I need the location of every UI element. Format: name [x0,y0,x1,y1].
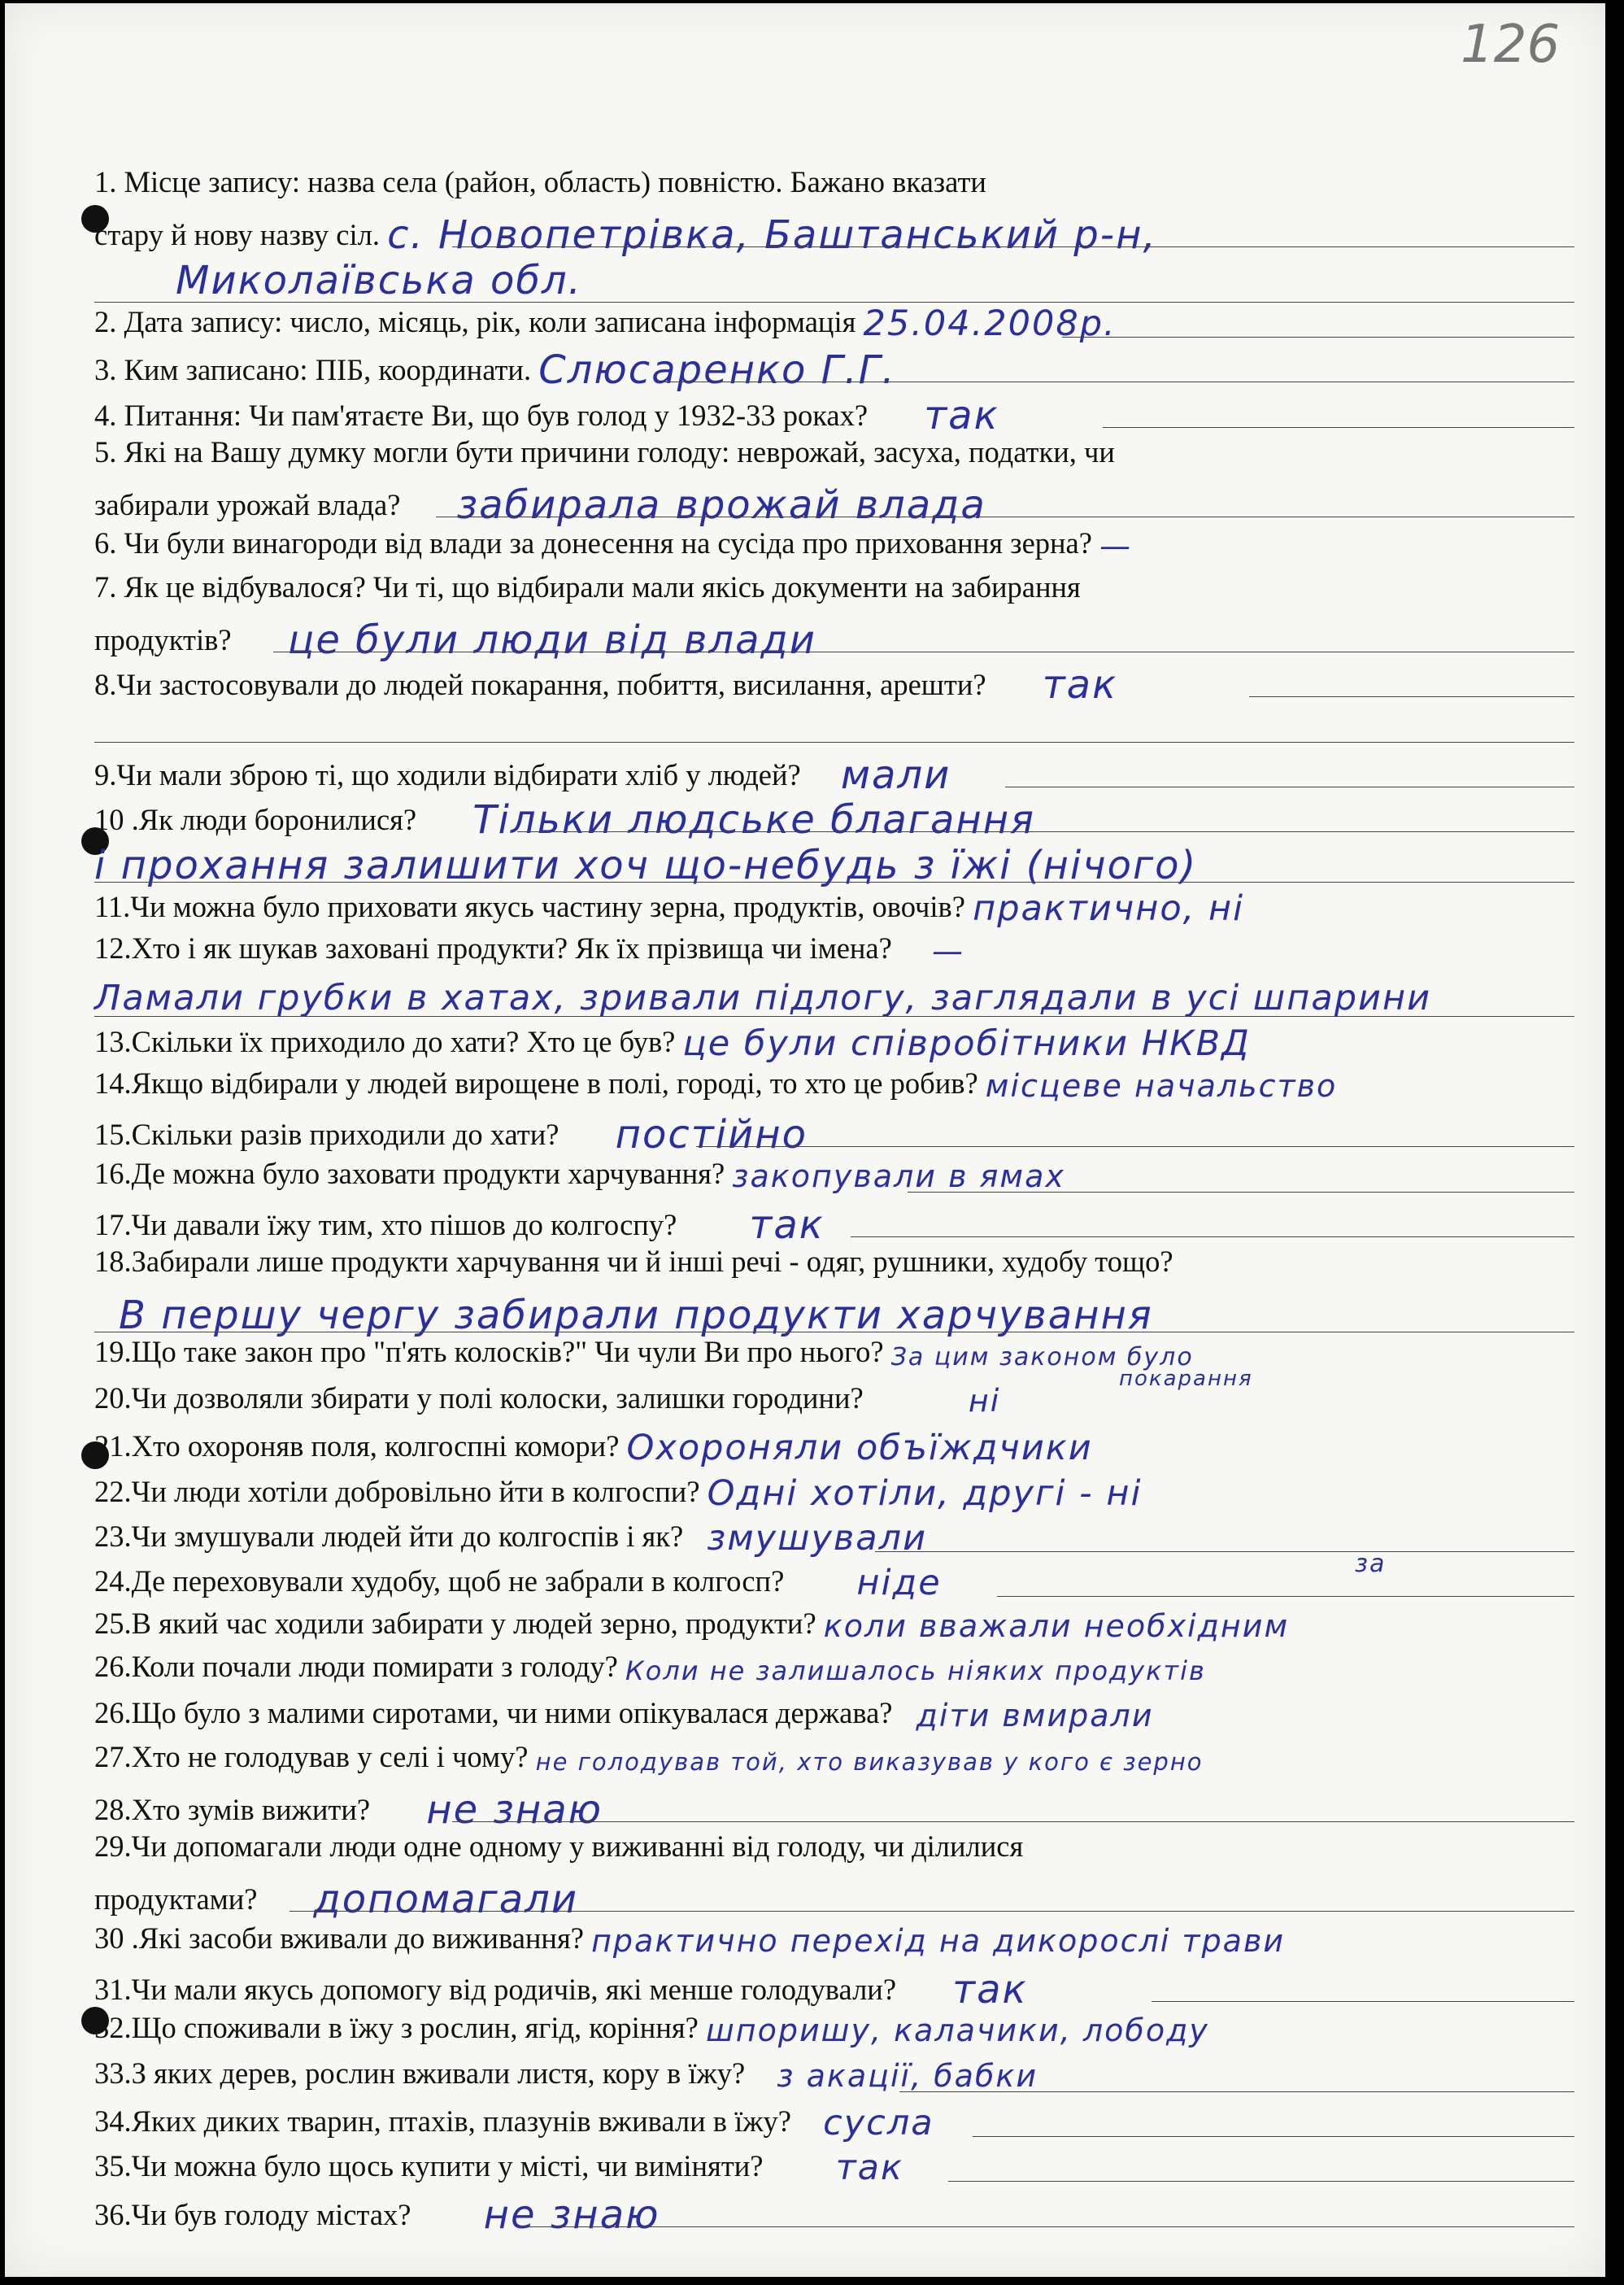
answer: допомагали [313,1877,579,1923]
question-text: 5. Які на Вашу думку могли бути причини голоду: неврожай, засуха, податки, чи [94,434,1115,469]
answer: Одні хотіли, другі - ні [707,1472,1143,1514]
question-9 [94,751,951,798]
question-text: 33.З яких дерев, рослин вживали листя, кору в їжу? [94,2056,746,2090]
question-text: 30 .Які засоби вживали до виживання? [94,1921,584,1955]
question-19 [94,1336,1194,1369]
answer: так [1042,662,1118,709]
answer: с. Новопетрівка, Баштанський р-н, [387,212,1157,259]
answer: не голодував той, хто виказував у кого є зерно [535,1747,1204,1776]
answer-continued: В першу чергу забирали продукти харчування [119,1292,1153,1338]
question-6 [94,525,1133,565]
question-28 [94,1786,603,1833]
answer-line [1062,337,1574,338]
answer: коли вважали необхідним [823,1607,1290,1644]
answer: не знаю [483,2191,660,2238]
question-text: 10 .Як люди боронилися? [94,803,417,837]
answer: Охороняли объїждчики [626,1428,1093,1469]
question-12-line2 [94,975,1431,1021]
question-text: 32.Що споживали в їжу з рослин, ягід, коріння? [94,2011,699,2045]
question-text: продуктів? [94,623,232,656]
question-24 [94,1550,1387,1604]
question-text: 28.Хто зумів вижити? [94,1792,371,1826]
answer-line [851,1236,1574,1237]
question-27 [94,1741,1204,1774]
answer: це були люди від влади [287,617,816,663]
question-29 [94,1830,1509,1864]
question-text: 14.Якщо відбирали у людей вирощене в полі, городі, то хто це робив? [94,1066,978,1100]
question-text: 25.В який час ходили забирати у людей зерно, продукти? [94,1606,816,1640]
answer-line [899,2091,1574,2092]
question-text: 11.Чи можна було приховати якусь частину зерна, продуктів, овочів? [94,889,965,923]
answer-continued: Миколаївська обл. [176,257,582,303]
question-text: 19.Що таке закон про "п'ять колосків?" Чи чули Ви про нього? [94,1334,884,1368]
answer: так [952,1967,1028,2012]
question-text: 31.Чи мали якусь допомогу від родичів, які менше голодували? [94,1973,897,2006]
question-text: 36.Чи був голоду містах? [94,2197,411,2231]
question-text: 9.Чи мали зброю ті, що ходили відбирати хліб у людей? [94,757,801,791]
question-text: 3. Ким записано: ПІБ, координати. [94,353,532,387]
answer-line [973,2136,1574,2137]
answer: шпоришу, калачики, лободу [706,2012,1209,2049]
question-13 [94,1021,1251,1064]
question-29-line2 [94,1875,579,1923]
answer: з акації, бабки [777,2057,1038,2094]
question-text: 18.Забирали лише продукти харчування чи й інші речі - одяг, рушники, худобу тощо? [94,1245,1173,1279]
answer-line [94,742,1574,743]
question-22 [94,1471,1143,1514]
answer: — [931,933,964,970]
answer: постійно [615,1112,808,1158]
answer-line [696,1146,1574,1147]
answer: Слюсаренко Г.Г. [538,347,896,394]
answer-line [517,831,1574,832]
question-text: 16.Де можна було заховати продукти харчування? [94,1156,725,1190]
question-21 [94,1425,1093,1469]
question-10 [94,796,1036,844]
question-7-line2 [94,616,816,663]
question-17 [94,1201,825,1248]
question-text: 26.Що було з малими сиротами, чи ними опікувалася держава? [94,1696,893,1730]
question-text: 22.Чи люди хотіли добровільно йти в колгоспи? [94,1474,700,1508]
answer-continued: покарання [1119,1367,1253,1392]
question-34 [94,2100,934,2143]
answer-continued: за [1355,1550,1387,1579]
question-text: 1. Місце запису: назва села (район, область) повністю. Бажано вказати [94,165,986,198]
answer-continued: Ламали грубки в хатах, зривали підлогу, заглядали в усі шпарини [94,978,1432,1019]
answer: це були співробітники НКВД [682,1023,1251,1064]
question-8 [94,661,1118,709]
question-3 [94,346,896,394]
question-text: продуктами? [94,1882,258,1917]
question-16 [94,1156,1065,1194]
question-text: 13.Скільки їх приходило до хати? Хто це був? [94,1024,676,1058]
question-text: 24.Де переховували худобу, щоб не забрали в колгосп? [94,1564,785,1598]
answer-continued: і прохання залишити хоч що-небудь з їжі (нічого) [94,842,1198,888]
question-15 [94,1110,808,1158]
question-33 [94,2056,1038,2094]
answer-line [517,2226,1574,2227]
question-32 [94,2010,1209,2049]
answer-line [452,1821,1574,1822]
answer-line [997,1596,1574,1597]
answer-line [1249,696,1574,697]
question-text: 21.Хто охороняв поля, колгоспні комори? [94,1429,620,1463]
answer: Коли не залишалось ніяких продуктів [625,1655,1206,1686]
question-7 [94,571,1509,604]
question-36 [94,2191,660,2238]
question-text: 12.Хто і як шукав заховані продукти? Як їх прізвища чи імена? [94,931,892,966]
question-25 [94,1606,1290,1644]
question-10-line2 [94,841,1197,887]
answer: Тільки людське благання [472,797,1036,844]
answer: діти вмирали [916,1698,1154,1734]
answer: змушували [707,1518,928,1559]
question-31 [94,1965,1028,2012]
answer: практично перехід на дикорослі трави [591,1922,1286,1959]
answer: так [924,392,999,438]
question-text: 4. Питання: Чи пам'ятаєте Ви, що був голод у 1932-33 роках? [94,398,869,432]
question-text: стару й нову назву сіл. [94,218,380,252]
question-text: 8.Чи застосовували до людей покарання, побиття, висилання, арешти? [94,668,986,702]
answer: практично, ні [973,887,1245,929]
question-26a [94,1651,1206,1684]
answer: 25.04.2008р. [863,303,1117,344]
question-30 [94,1921,1286,1959]
answer: ні [968,1383,1001,1419]
question-text: 20.Чи дозволяли збирати у полі колоски, залишки городини? [94,1381,864,1415]
question-text: 2. Дата запису: число, місяць, рік, коли записана інформація [94,304,856,338]
question-text: 26.Коли почали люди помирати з голоду? [94,1649,618,1683]
answer-line [290,1911,1574,1912]
question-text: 34.Яких диких тварин, птахів, плазунів вживали в їжу? [94,2104,791,2138]
answer: не знаю [426,1786,603,1833]
question-35 [94,2145,903,2189]
questionnaire-page [5,3,1605,2277]
question-5 [94,436,1115,469]
question-text: 6. Чи були винагороди від влади за донесення на сусіда про приховання зерна? [94,526,1092,560]
answer-line [875,1551,1574,1552]
question-text: 15.Скільки разів приходили до хати? [94,1118,559,1152]
answer-line [908,1192,1574,1193]
question-1 [94,166,986,199]
question-text: 7. Як це відбувалося? Чи ті, що відбирали мали якісь документи на забирання [94,569,1081,604]
question-18 [94,1245,1173,1279]
question-1-line3 [94,256,582,305]
answer-line [948,2181,1574,2182]
answer-line [1103,427,1574,428]
answer-line [452,246,1574,247]
answer: За цим законом було [890,1342,1194,1371]
answer-line [1152,2001,1574,2002]
question-text: забирали урожай влада? [94,488,401,522]
question-14 [94,1066,1338,1104]
question-text: 29.Чи допомагали люди одне одному у виживанні від голоду, чи ділилися [94,1829,1024,1864]
question-18-line2 [94,1291,1153,1337]
question-12 [94,931,964,970]
question-20 [94,1367,1253,1419]
answer: закопували в ямах [732,1158,1065,1194]
page-number: 126 [1461,15,1561,75]
answer-line [94,882,1574,883]
answer: мали [840,752,951,798]
answer: так [749,1201,825,1248]
question-text: 27.Хто не голодував у селі і чому? [94,1739,529,1773]
answer: — [1099,528,1133,565]
answer: сусла [823,2102,934,2143]
question-text: 17.Чи давали їжу тим, хто пішов до колгоспу? [94,1207,677,1241]
answer: місцеве начальство [985,1068,1338,1104]
answer: забирала врожай влада [456,482,986,529]
question-text: 23.Чи змушували людей йти до колгоспів і як? [94,1520,684,1553]
question-4 [94,391,999,438]
question-1-line2 [94,211,1157,259]
question-11 [94,886,1245,929]
question-2 [94,301,1117,344]
answer-line [94,1016,1574,1017]
question-26b [94,1695,1154,1734]
answer: ніде [856,1563,942,1604]
answer: так [835,2148,903,2189]
question-23 [94,1515,928,1559]
question-5-line2 [94,481,986,529]
question-text: 35.Чи можна було щось купити у місті, чи виміняти? [94,2149,764,2183]
